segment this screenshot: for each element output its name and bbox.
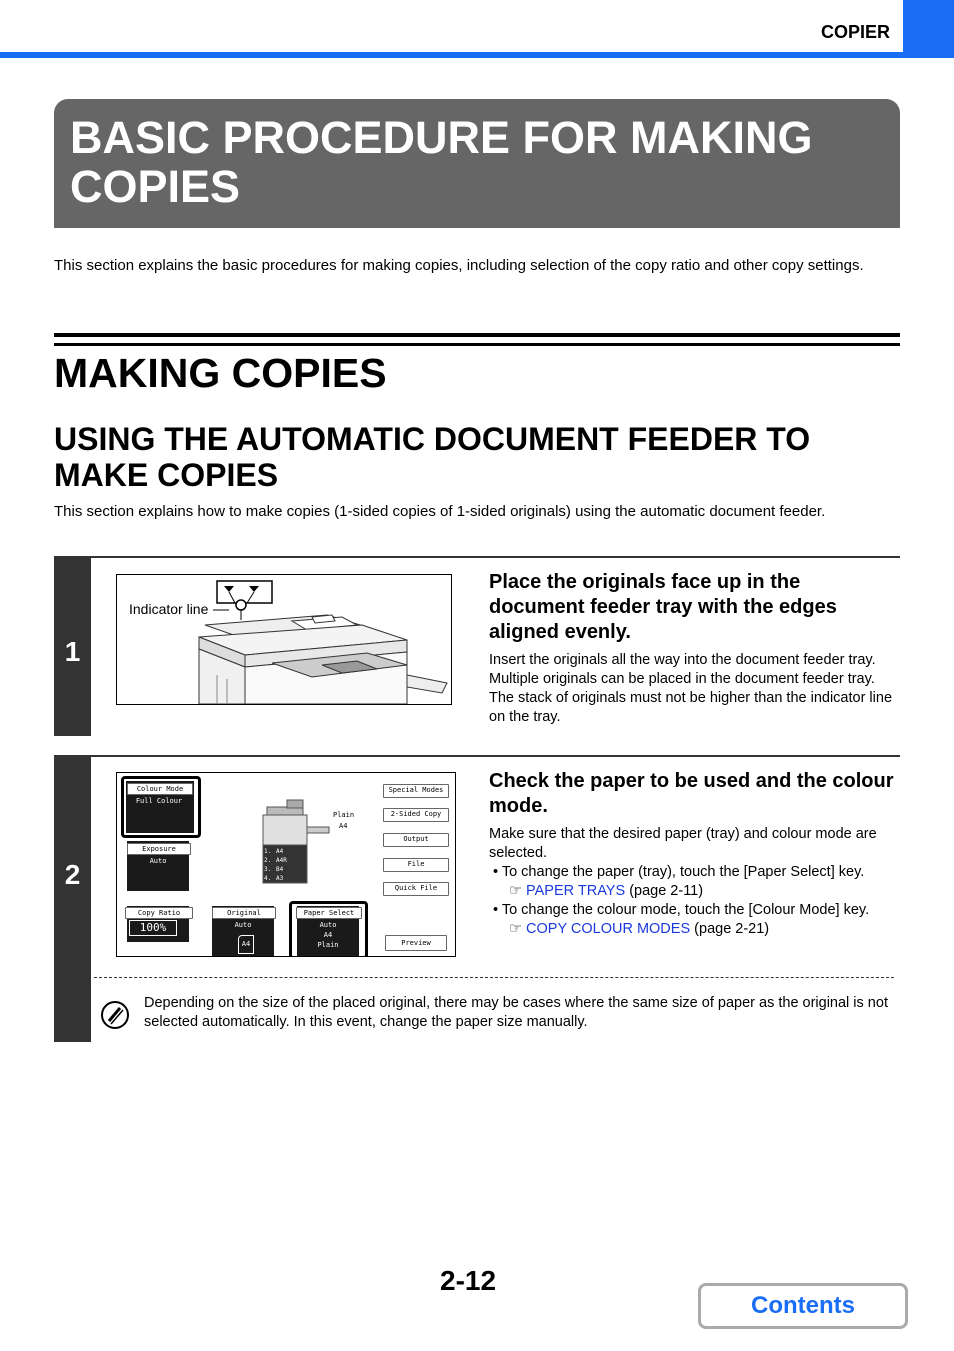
subsection-heading: USING THE AUTOMATIC DOCUMENT FEEDER TO MAKE COPIES — [54, 421, 811, 493]
step-1-content — [489, 570, 894, 727]
copy-ratio-key[interactable]: Copy Ratio — [125, 907, 193, 919]
step-number: 1 — [64, 636, 81, 667]
tray-row[interactable] — [264, 856, 308, 865]
copy-colour-modes-link[interactable]: COPY COLOUR MODES — [526, 921, 691, 937]
tray-size: A3 — [276, 875, 284, 882]
step-2-text: Make sure that the desired paper (tray) and colour mode are selected. — [489, 826, 877, 861]
tray-size: A4R — [276, 857, 287, 864]
tray-number: 4. — [264, 875, 272, 882]
note-separator — [94, 977, 894, 978]
section-heading: MAKING COPIES — [54, 350, 387, 396]
note-pencil-icon — [100, 1000, 130, 1030]
original-size: A4 — [238, 935, 254, 954]
bullet-item: • To change the paper (tray), touch the [Paper Select] key. — [493, 864, 865, 880]
copier-machine-icon — [117, 575, 451, 704]
bullet-reference — [489, 882, 894, 901]
paper-select-value: Auto — [319, 921, 337, 929]
quick-file-key[interactable]: Quick File — [383, 882, 449, 896]
machine-paper-type: Plain — [333, 811, 355, 819]
tray-list — [264, 847, 308, 883]
touch-panel-illustration — [116, 772, 456, 957]
top-tab — [903, 0, 954, 56]
original-value: Auto — [234, 921, 252, 929]
tray-number: 2. — [264, 857, 272, 864]
exposure-key[interactable]: Exposure — [127, 843, 191, 855]
step-2-content — [489, 769, 894, 939]
special-modes-key[interactable]: Special Modes — [383, 784, 449, 798]
page-number: 2-12 — [440, 1265, 497, 1296]
step-1-text: Insert the originals all the way into the document feeder tray. Multiple originals can be placed in the document feeder tray. The stack of originals must not be higher than the indicator line on the tray. — [489, 652, 893, 725]
preview-key[interactable]: Preview — [385, 935, 447, 951]
feeder-illustration — [116, 574, 452, 705]
bullet-text: To change the paper (tray), touch the [Paper Select] key. — [501, 864, 865, 880]
step-number-column — [54, 757, 91, 1042]
file-key[interactable]: File — [383, 858, 449, 872]
step-number: 2 — [64, 859, 81, 890]
heading-rule-top — [54, 333, 900, 337]
top-bar — [0, 52, 954, 58]
machine-paper-size: A4 — [339, 822, 348, 830]
tray-size: B4 — [276, 866, 284, 873]
output-key[interactable]: Output — [383, 833, 449, 847]
intro-text: This section explains the basic procedures for making copies, including selection of the copy ratio and other copy settings. — [54, 257, 864, 274]
step-2-heading: Check the paper to be used and the colour mode. — [489, 770, 894, 817]
pointing-hand-icon: ☞ — [509, 883, 522, 899]
paper-select-value: A4 — [323, 931, 333, 939]
note-text: Depending on the size of the placed original, there may be cases where the same size of paper as the original is not selected automatically. In this event, change the paper size manually. — [144, 995, 888, 1030]
colour-mode-key[interactable]: Colour Mode — [127, 783, 193, 795]
tray-number: 1. — [264, 848, 272, 855]
pointing-hand-icon: ☞ — [509, 921, 522, 937]
subsection-description: This section explains how to make copies (1-sided copies of 1-sided originals) using the automatic document feeder. — [54, 503, 826, 520]
copy-ratio-value: 100% — [129, 920, 177, 936]
tray-row[interactable] — [264, 847, 308, 856]
page-title: BASIC PROCEDURE FOR MAKING COPIES — [70, 112, 813, 212]
exposure-value: Auto — [149, 857, 167, 865]
tray-number: 3. — [264, 866, 272, 873]
bullet-text: To change the colour mode, touch the [Colour Mode] key. — [501, 902, 870, 918]
step-1 — [54, 556, 900, 736]
two-sided-copy-key[interactable]: 2-Sided Copy — [383, 808, 449, 822]
colour-mode-value: Full Colour — [135, 797, 183, 805]
section-label: COPIER — [820, 22, 890, 42]
page-reference: (page 2-21) — [694, 921, 770, 937]
heading-rule-bottom — [54, 343, 900, 346]
step-2 — [54, 755, 900, 1042]
paper-select-value: Plain — [317, 941, 339, 949]
indicator-line-label: Indicator line — [129, 601, 209, 617]
colour-mode-highlight — [121, 776, 201, 838]
tray-size: A4 — [276, 848, 284, 855]
tray-row[interactable] — [264, 865, 308, 874]
contents-button[interactable]: Contents — [698, 1283, 908, 1329]
step-1-heading: Place the originals face up in the document feeder tray with the edges aligned evenly. — [489, 571, 837, 643]
paper-trays-link[interactable]: PAPER TRAYS — [526, 883, 626, 899]
paper-select-key[interactable]: Paper Select — [296, 907, 362, 919]
bullet-item: • To change the colour mode, touch the [Colour Mode] key. — [493, 902, 870, 918]
bullet-reference — [489, 920, 894, 939]
page-reference: (page 2-11) — [629, 883, 704, 899]
paper-select-highlight — [289, 901, 368, 957]
original-key[interactable]: Original — [212, 907, 276, 919]
tray-row[interactable] — [264, 874, 308, 883]
